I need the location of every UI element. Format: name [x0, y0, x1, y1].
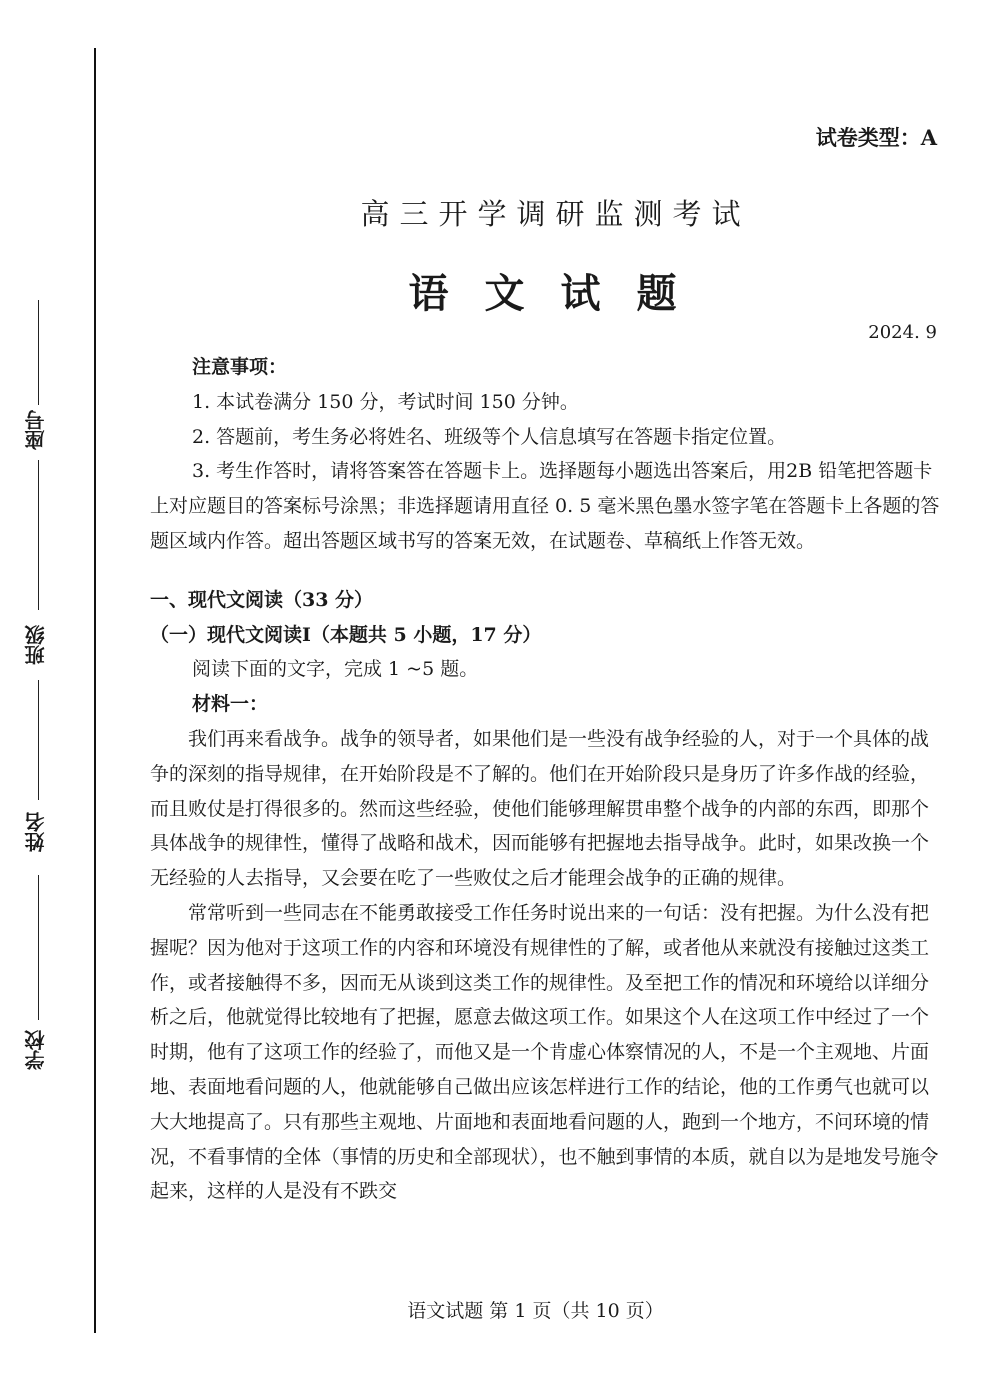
notice-title: 注意事项： — [192, 356, 288, 378]
passage-paragraph: 我们再来看战争。战争的领导者，如果他们是一些没有战争经验的人，对于一个具体的战争的深刻的指导规律，在开始阶段是不了解的。他们在开始阶段只是身历了许多作战的经验，而且败仗是打得很多的。然而这些经验，使他们能够理解贯串整个战争的内部的东西，即那个具体战争的规律性，懂得了战略和战术，因而能够有把握地去指导战争。此时，如果改换一个无经验的人去指导，又会要在吃了一些败仗之后才能理会战争的正确的规律。 — [150, 727, 930, 890]
spacer — [150, 559, 940, 583]
school-label: 学校 — [24, 1030, 48, 1070]
name-label: 姓名 — [24, 812, 48, 852]
instruction: 阅读下面的文字，完成 1 ~5 题。 — [192, 658, 479, 681]
class-label: 班级 — [24, 625, 48, 665]
notice-item-2: 2. 答题前，考生务必将姓名、班级等个人信息填写在答题卡指定位置。 — [192, 425, 787, 448]
passage-paragraph: 常常听到一些同志在不能勇敢接受工作任务时说出来的一句话：没有把握。为什么没有把握呢？因为他对于这项工作的内容和环境没有规律性的了解，或者他从来就没有接触过这类工作，或者接触得不多，因而无从谈到这类工作的规律性。及至把工作的情况和环境给以详细分析之后，他就觉得比较地有了把握，愿意去做这项工作。如果这个人在这项工作中经过了一个时期，他有了这项工作的经验了，而他又是一个肯虚心体察情况的人，不是一个主观地、片面地、表面地看问题的人，他就能够自己做出应该怎样进行工作的结论，他的工作勇气也就可以大大地提高了。只有那些主观地、片面地和表面地看问题的人，跑到一个地方，不问环境的情况，不看事情的全体（事情的历史和全部现状），也不触到事情的本质，就自以为是地发号施令起来，这样的人是没有不跌交 — [150, 901, 939, 1203]
binding-line — [94, 48, 96, 1333]
paper-type: 试卷类型：A — [815, 125, 937, 150]
seat-label: 座号 — [24, 410, 48, 450]
subject-title: 语文试题 — [408, 271, 713, 317]
page-footer: 语文试题 第 1 页（共 10 页） — [407, 1300, 664, 1322]
exam-title: 高三开学调研监测考试 — [360, 197, 751, 231]
material-label: 材料一： — [192, 693, 269, 716]
section-title: 一、现代文阅读（33 分） — [150, 588, 374, 611]
notice-item-1: 1. 本试卷满分 150 分，考试时间 150 分钟。 — [192, 390, 579, 413]
sub-section-title: （一）现代文阅读Ⅰ（本题共 5 小题，17 分） — [150, 623, 542, 646]
school-blank-line — [38, 875, 39, 1020]
document-body — [150, 350, 940, 1209]
name-blank-line — [38, 680, 39, 800]
exam-date: 2024. 9 — [868, 322, 937, 343]
notice-item-3: 3. 考生作答时，请将答案答在答题卡上。选择题每小题选出答案后，用2B 铅笔把答题卡上对应题目的答案标号涂黑；非选择题请用直径 0. 5 毫米黑色墨水签字笔在答题卡上各题的答题区域内作答。超出答题区域书写的答案无效，在试题卷、草稿纸上作答无效。 — [150, 460, 940, 552]
class-blank-line — [38, 460, 39, 610]
